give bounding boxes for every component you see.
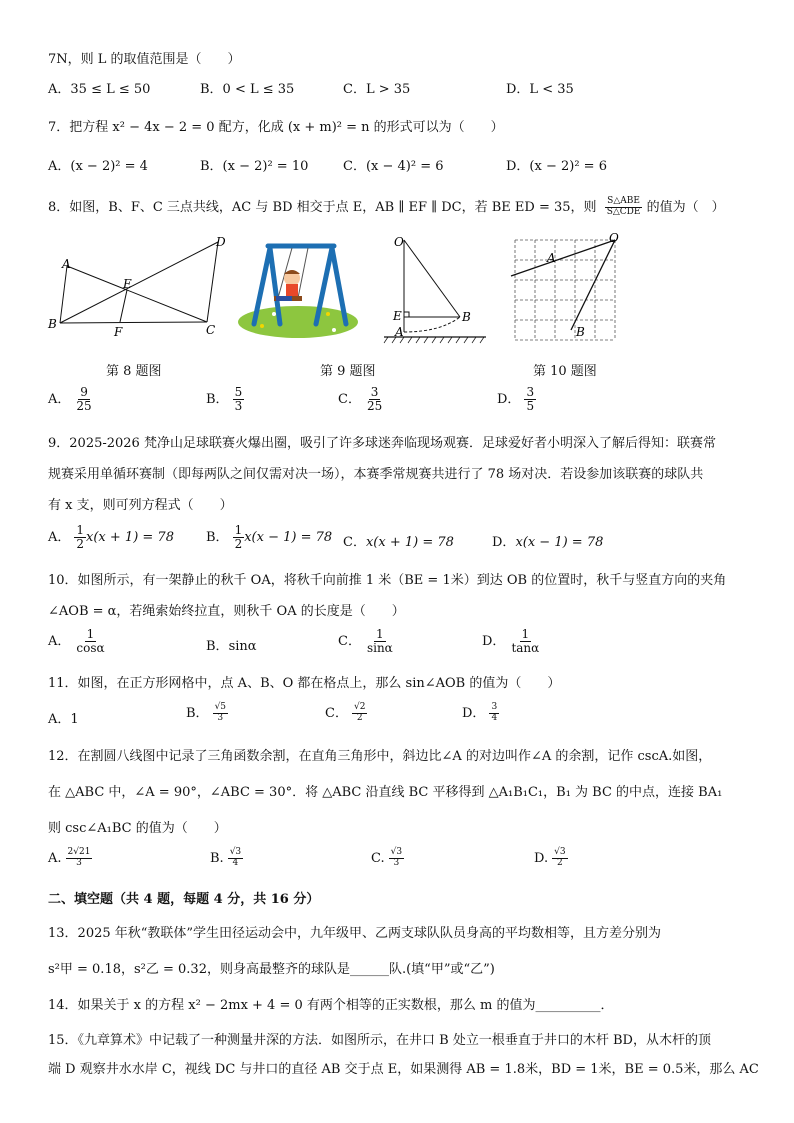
option-label: C.	[371, 850, 385, 866]
label-d: D	[216, 235, 226, 249]
option-label: A.	[48, 850, 62, 866]
q10-option-c[interactable]	[338, 628, 395, 655]
denominator: 25	[76, 399, 92, 414]
q7-option-b[interactable]: B．(x − 2)² = 10	[200, 159, 309, 174]
q11-option-b[interactable]	[186, 702, 228, 724]
label-b: B	[576, 325, 585, 339]
option-label: B．	[206, 392, 229, 408]
option-expression: 1	[70, 712, 79, 727]
q10-option-d[interactable]	[482, 628, 541, 655]
q10-text-line-1: 10．如图所示，有一架静止的秋千 OA，将秋千向前推 1 米（BE = 1米）到达 OB 的位置时，秋千与竖直方向的夹角	[48, 573, 727, 588]
figure-9-swing-illustration	[234, 236, 362, 340]
numerator: 1	[376, 627, 384, 641]
segment-bd	[60, 242, 218, 323]
option-label: D．	[462, 706, 486, 721]
option-label: C．	[338, 634, 361, 650]
label-o: O	[609, 231, 619, 245]
denominator: 4	[491, 713, 498, 723]
option-fraction	[233, 386, 245, 413]
q13-text-line-2: s²甲 = 0.18，s²乙 = 0.32，则身高最整齐的球队是______队.(填“甲”或“乙”)	[48, 962, 495, 977]
option-label: A．	[48, 712, 71, 727]
denominator: 3	[217, 713, 224, 723]
numerator: √2	[353, 702, 366, 713]
option-label: D．	[482, 634, 506, 650]
option-label: C．	[343, 535, 366, 550]
q9-option-c[interactable]	[343, 531, 454, 550]
figure-9-caption: 第 9 题图	[320, 364, 376, 379]
q9-text-line-1: 9．2025-2026 梵净山足球联赛火爆出圈，吸引了许多球迷奔临现场观赛．足球爱好者小明深入了解后得知：联赛常	[48, 436, 716, 451]
label-b: B	[48, 317, 57, 331]
segment-ab	[60, 266, 67, 323]
q9-option-a[interactable]	[48, 524, 174, 551]
q9-text-line-3: 有 x 支，则可列方程式（ ）	[48, 498, 233, 513]
numerator: 3	[370, 385, 379, 399]
label-b: B	[462, 310, 471, 324]
numerator: √3	[554, 847, 566, 857]
q8-ratio-numerator: S△ABE	[607, 196, 640, 207]
denominator: sinα	[366, 641, 393, 656]
option-fraction	[74, 386, 93, 413]
numerator: 1	[521, 627, 530, 641]
option-label: D.	[534, 850, 549, 866]
q10-option-b[interactable]	[206, 635, 257, 654]
denominator: 3	[76, 857, 82, 868]
numerator: 3	[526, 385, 535, 399]
q7-option-d[interactable]: D．(x − 2)² = 6	[506, 159, 607, 174]
option-fraction	[365, 386, 384, 413]
q8-option-a[interactable]	[48, 386, 94, 413]
denominator: cosα	[76, 641, 105, 656]
q8-ratio-denominator: S△CDE	[606, 207, 641, 217]
q6-option-b[interactable]: B．0 < L ≤ 35	[200, 82, 295, 97]
q13-text-line-1: 13．2025 年秋“教联体”学生田径运动会中，九年级甲、乙两支球队队员身高的平均数相等，且方差分别为	[48, 926, 662, 941]
right-angle-mark	[404, 312, 409, 317]
option-fraction	[213, 703, 228, 724]
arc-ab	[404, 317, 460, 332]
label-f: F	[114, 325, 123, 339]
q9-option-d[interactable]	[492, 531, 603, 550]
q12-option-a[interactable]	[48, 848, 92, 869]
option-fraction	[233, 524, 245, 551]
numerator: √3	[390, 847, 403, 857]
option-fraction	[552, 848, 567, 869]
denominator: 5	[526, 399, 535, 414]
q10-option-a[interactable]	[48, 628, 107, 655]
option-label: C．	[338, 392, 361, 408]
section-2-heading: 二、填空题（共 4 题，每题 4 分，共 16 分）	[48, 892, 320, 907]
q8-option-d[interactable]	[497, 386, 536, 413]
q8-option-c[interactable]	[338, 386, 384, 413]
q6-text: 7N，则 L 的取值范围是（ ）	[48, 52, 241, 67]
q15-text-line-1: 15．《九章算术》中记载了一种测量井深的方法．如图所示，在井口 B 处立一根垂直于井口的木杆 BD，从木杆的顶	[48, 1033, 711, 1048]
numerator: 5	[234, 385, 243, 399]
denominator: 3	[393, 857, 400, 868]
numerator: 1	[86, 627, 95, 641]
denominator: 25	[366, 399, 383, 414]
figure-10-caption: 第 10 题图	[533, 364, 597, 379]
option-fraction	[228, 848, 243, 869]
q12-option-b[interactable]	[210, 848, 243, 869]
denominator: 2	[76, 537, 85, 552]
figure-11-grid	[505, 228, 635, 343]
q8-stem-tail: 的值为（ ）	[646, 200, 725, 215]
option-expression: x(x + 1) = 78	[86, 530, 174, 546]
q14-text: 14．如果关于 x 的方程 x² − 2mx + 4 = 0 有两个相等的正实数根，那么 m 的值为__________．	[48, 998, 614, 1013]
numerator: √5	[214, 702, 227, 713]
denominator: 2	[234, 537, 243, 552]
option-expression: x(x + 1) = 78	[365, 535, 454, 550]
option-label: D．	[497, 392, 521, 408]
q8-ratio-fraction	[605, 197, 643, 218]
option-fraction	[74, 524, 86, 551]
numerator: 1	[234, 523, 243, 537]
label-a: A	[395, 325, 404, 339]
q6-option-c[interactable]: C．L > 35	[343, 82, 411, 97]
figure-8	[40, 232, 230, 342]
label-a: A	[62, 257, 71, 271]
q9-text-line-2: 规赛采用单循环赛制（即每两队之间仅需对决一场），本赛季常规赛共进行了 78 场对决．若设参加该联赛的球队共	[48, 467, 704, 482]
q7-option-c[interactable]: C．(x − 4)² = 6	[343, 159, 444, 174]
option-label: A．	[48, 530, 71, 546]
q12-text-line-2: 在 △ABC 中，∠A = 90°，∠ABC = 30°．将 △ABC 沿直线 BC 平移得到 △A₁B₁C₁，B₁ 为 BC 的中点，连接 BA₁	[48, 785, 723, 800]
q6-option-a[interactable]: A．35 ≤ L ≤ 50	[48, 82, 151, 97]
option-fraction	[389, 848, 404, 869]
label-o: O	[394, 235, 404, 249]
q11-text: 11．如图，在正方形网格中，点 A、B、O 都在格点上，那么 sin∠AOB 的值为（ ）	[48, 676, 561, 691]
option-label: B．	[186, 706, 209, 721]
denominator: 2	[356, 713, 363, 723]
q15-text-line-2: 端 D 观察井水水岸 C，视线 DC 与井口的直径 AB 交于点 E，如果测得 AB = 1.8米，BD = 1米，BE = 0.5米，那么 AC	[48, 1062, 759, 1077]
numerator: 2√21	[67, 847, 91, 857]
figure-10	[378, 232, 493, 347]
q11-option-c[interactable]	[325, 702, 367, 724]
option-label: B．	[206, 530, 229, 546]
segment-ac	[67, 266, 207, 322]
q11-option-a[interactable]	[48, 708, 79, 727]
label-c: C	[206, 323, 216, 337]
numerator: 1	[76, 523, 85, 537]
figure-8-caption: 第 8 题图	[106, 364, 162, 379]
q9-option-b[interactable]	[206, 524, 332, 551]
denominator: tanα	[511, 641, 540, 656]
option-label: B.	[210, 850, 224, 866]
option-label: D．	[492, 535, 516, 550]
option-fraction	[352, 703, 367, 724]
option-fraction	[74, 628, 106, 655]
label-e: E	[393, 309, 402, 323]
q7-option-a[interactable]: A．(x − 2)² = 4	[48, 159, 148, 174]
numerator: 3	[491, 702, 498, 713]
option-fraction	[66, 848, 93, 869]
q11-option-d[interactable]	[462, 702, 499, 724]
q6-option-d[interactable]: D．L < 35	[506, 82, 574, 97]
q12-option-c[interactable]	[371, 848, 404, 869]
segment-ef	[120, 290, 127, 322]
option-fraction	[489, 703, 499, 724]
q12-text-line-3: 则 csc∠A₁BC 的值为（ ）	[48, 821, 227, 836]
label-e: E	[123, 277, 132, 291]
q10-text-line-2: ∠AOB = α，若绳索始终拉直，则秋千 OA 的长度是（ ）	[48, 604, 405, 619]
q12-option-d[interactable]	[534, 848, 568, 869]
option-label: C．	[325, 706, 348, 721]
rope-ob	[404, 240, 460, 317]
denominator: 2	[556, 857, 563, 868]
option-expression: x(x − 1) = 78	[244, 530, 333, 546]
option-label: A．	[48, 634, 71, 650]
option-expression: x(x − 1) = 78	[515, 535, 604, 550]
q8-option-b[interactable]	[206, 386, 244, 413]
segment-cd	[207, 242, 218, 322]
option-label: B．	[206, 639, 229, 654]
label-a: A	[547, 251, 556, 265]
option-fraction	[365, 628, 395, 655]
q12-text-line-1: 12．在割圆八线图中记录了三角函数余割，在直角三角形中，斜边比∠A 的对边叫作∠A 的余割，记作 cscA.如图，	[48, 749, 712, 764]
segment-bc	[60, 322, 207, 323]
numerator: √3	[229, 847, 242, 857]
option-fraction	[524, 386, 536, 413]
option-label: A．	[48, 392, 71, 408]
option-fraction	[509, 628, 541, 655]
option-expression: sinα	[228, 639, 257, 654]
q8-text	[48, 196, 725, 218]
q8-stem: 8．如图，B、F、C 三点共线，AC 与 BD 相交于点 E，AB ∥ EF ∥ DC，若 BE ED = 35，则	[48, 200, 597, 215]
denominator: 4	[232, 857, 239, 868]
numerator: 9	[80, 385, 88, 399]
denominator: 3	[234, 399, 243, 414]
q7-text: 7．把方程 x² − 4x − 2 = 0 配方，化成 (x + m)² = n 的形式可以为（ ）	[48, 120, 504, 135]
